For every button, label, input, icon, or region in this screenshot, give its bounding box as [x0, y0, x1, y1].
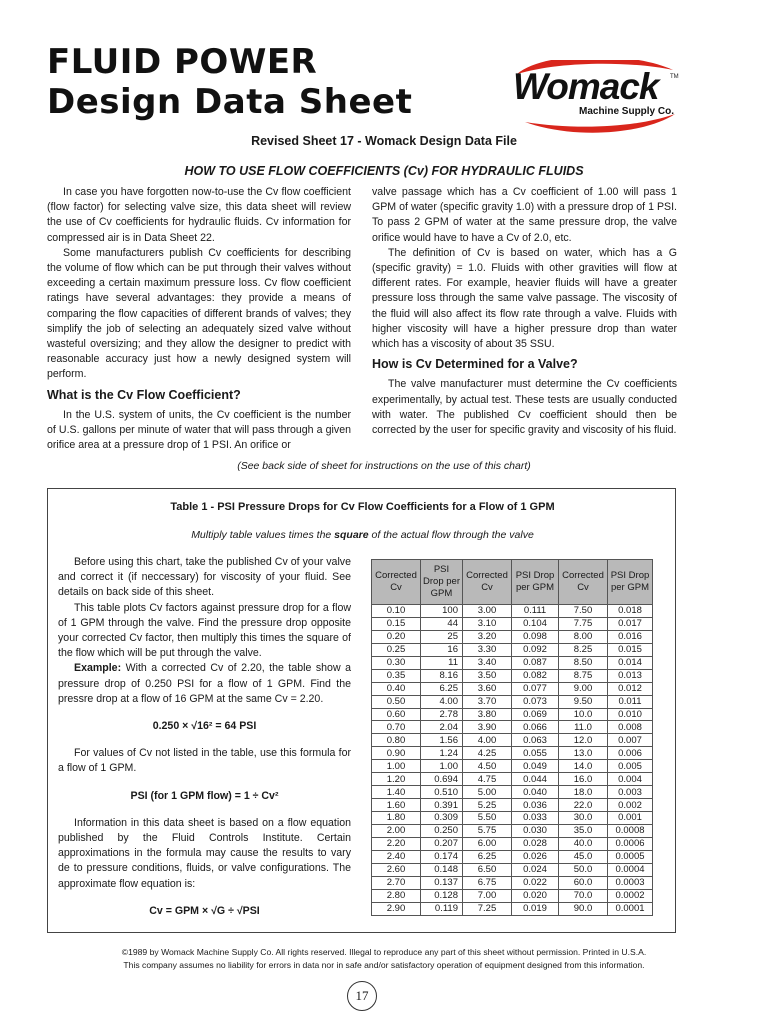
- table-box: [47, 488, 676, 933]
- table-row: [372, 721, 653, 734]
- table-cell: 18.0: [559, 786, 608, 799]
- table-cell: 70.0: [559, 889, 608, 902]
- table-cell: 0.90: [372, 747, 421, 760]
- table-cell: 2.40: [372, 850, 421, 863]
- table-cell: 7.50: [559, 605, 608, 618]
- revised-sheet-line: Revised Sheet 17 - Womack Design Data File: [251, 134, 517, 148]
- table-header-row: [372, 560, 653, 605]
- table-cell: 1.56: [421, 734, 463, 747]
- table-cell: 50.0: [559, 863, 608, 876]
- table-cell: 2.70: [372, 876, 421, 889]
- table-cell: 0.70: [372, 721, 421, 734]
- table-row: [372, 760, 653, 773]
- table-cell: 0.104: [512, 617, 559, 630]
- table-cell: 8.75: [559, 669, 608, 682]
- text-column-left: [47, 185, 351, 453]
- column-header: PSI Drop per GPM: [608, 560, 653, 605]
- table-cell: 0.063: [512, 734, 559, 747]
- table-cell: 0.0002: [608, 889, 653, 902]
- table-cell: 0.137: [421, 876, 463, 889]
- table-cell: 6.25: [421, 682, 463, 695]
- table-row: [372, 656, 653, 669]
- table-cell: 0.024: [512, 863, 559, 876]
- table-cell: 0.60: [372, 708, 421, 721]
- paragraph: Some manufacturers publish Cv coefficients for describing the volume of flow which can be put through their valves without exceeding a certain maximum pressure loss. Cv flow coefficient ratings have several advantages: they provide a means of comparing the flow capacities of different brands of valves; they simplify the job of selecting an adequately sized valve without wasteful oversizing; and they allow the designer to predict with reasonable accuracy just how a newly designed system will perform.: [47, 246, 351, 381]
- page-number: 17: [347, 981, 377, 1011]
- table-cell: 0.0005: [608, 850, 653, 863]
- table-cell: 0.019: [512, 902, 559, 915]
- table-cell: 0.20: [372, 630, 421, 643]
- table-cell: 2.00: [372, 824, 421, 837]
- table-cell: 6.00: [463, 837, 512, 850]
- table-cell: 7.25: [463, 902, 512, 915]
- table-cell: 0.066: [512, 721, 559, 734]
- cv-table: [371, 559, 653, 916]
- table-cell: 2.04: [421, 721, 463, 734]
- table-cell: 0.694: [421, 773, 463, 786]
- table-row: [372, 747, 653, 760]
- table-cell: 0.008: [608, 721, 653, 734]
- table-cell: 5.75: [463, 824, 512, 837]
- table-cell: 5.00: [463, 786, 512, 799]
- copyright-line: ©1989 by Womack Machine Supply Co. All rights reserved. Illegal to reproduce any part of this sheet without permission. Printed in U.S.A.: [121, 947, 647, 957]
- table-cell: 0.25: [372, 643, 421, 656]
- table-cell: 0.033: [512, 812, 559, 825]
- table-cell: 0.055: [512, 747, 559, 760]
- table-cell: 5.50: [463, 812, 512, 825]
- table-title: Table 1 - PSI Pressure Drops for Cv Flow Coefficients for a Flow of 1 GPM: [170, 501, 555, 513]
- table-cell: 1.00: [372, 760, 421, 773]
- table-cell: 0.207: [421, 837, 463, 850]
- paragraph: In case you have forgotten now-to-use the Cv flow coefficient (flow factor) for selecting valve size, this data sheet will review the use of Cv coefficients for hydraulic fluids. Cv information for compressed air is in Data Sheet 22.: [47, 186, 351, 244]
- paragraph: Before using this chart, take the published Cv of your valve and correct it (if neccessary) for viscosity of your fluid. See details on back side of this sheet.: [58, 556, 351, 599]
- table-row: [372, 669, 653, 682]
- table-cell: 2.78: [421, 708, 463, 721]
- table-cell: 100: [421, 605, 463, 618]
- paragraph: This table plots Cv factors against pressure drop for a flow of 1 GPM through the valve. Find the pressure drop opposite your corrected Cv factor, then multiply this times the square of the flow which will be put through the valve.: [58, 601, 351, 660]
- table-cell: 90.0: [559, 902, 608, 915]
- table-cell: 3.30: [463, 643, 512, 656]
- table-cell: 4.00: [463, 734, 512, 747]
- table-cell: 0.0001: [608, 902, 653, 915]
- table-cell: 1.60: [372, 799, 421, 812]
- table-cell: 0.069: [512, 708, 559, 721]
- table-cell: 0.80: [372, 734, 421, 747]
- table-cell: 0.098: [512, 630, 559, 643]
- table-cell: 0.30: [372, 656, 421, 669]
- table-cell: 10.0: [559, 708, 608, 721]
- title-line-2: Design Data Sheet: [47, 82, 413, 122]
- table-cell: 5.25: [463, 799, 512, 812]
- liability-line: This company assumes no liability for errors in data nor in safe and/or satisfactory operation of equipment designed from this information.: [123, 960, 645, 970]
- table-cell: 0.082: [512, 669, 559, 682]
- table-cell: 9.50: [559, 695, 608, 708]
- table-cell: 3.40: [463, 656, 512, 669]
- table-cell: 16.0: [559, 773, 608, 786]
- table-cell: 0.35: [372, 669, 421, 682]
- table-cell: 45.0: [559, 850, 608, 863]
- column-header: PSI Drop per GPM: [512, 560, 559, 605]
- table-row: [372, 812, 653, 825]
- table-row: [372, 695, 653, 708]
- table-cell: 60.0: [559, 876, 608, 889]
- table-cell: 3.80: [463, 708, 512, 721]
- table-row: [372, 630, 653, 643]
- page-title: [47, 42, 412, 122]
- section-heading: HOW TO USE FLOW COEFFICIENTS (Cv) FOR HYDRAULIC FLUIDS: [184, 164, 584, 178]
- table-cell: 4.50: [463, 760, 512, 773]
- table-row: [372, 889, 653, 902]
- table-row: [372, 837, 653, 850]
- table-cell: 0.016: [608, 630, 653, 643]
- table-row: [372, 902, 653, 915]
- table-row: [372, 786, 653, 799]
- table-cell: 0.013: [608, 669, 653, 682]
- paragraph: The valve manufacturer must determine the Cv coefficients experimentally, by actual test. These tests are usually conducted with water. The published Cv coefficient should then be corrected by the user for specific gravity and viscosity of his fluid.: [372, 378, 677, 437]
- table-cell: 1.24: [421, 747, 463, 760]
- table-cell: 0.111: [512, 605, 559, 618]
- table-row: [372, 799, 653, 812]
- table-cell: 0.250: [421, 824, 463, 837]
- table-cell: 0.017: [608, 617, 653, 630]
- table-cell: 2.90: [372, 902, 421, 915]
- table-cell: 2.80: [372, 889, 421, 902]
- table-cell: 14.0: [559, 760, 608, 773]
- table-cell: 3.90: [463, 721, 512, 734]
- formula-example: 0.250 × √16² = 64 PSI: [152, 720, 257, 733]
- table-cell: 25: [421, 630, 463, 643]
- paragraph: valve passage which has a Cv coefficient of 1.00 will pass 1 GPM of water (specific gravity 1.0) with a pressure drop of 1 PSI. To pass 2 GPM of water at the same pressure drop, the valve orifice would have to have a Cv of 2.0, etc.: [372, 186, 677, 244]
- table-cell: 0.007: [608, 734, 653, 747]
- table-cell: 0.073: [512, 695, 559, 708]
- logo-wordmark: Womack: [513, 66, 659, 107]
- subheading-how-determined: How is Cv Determined for a Valve?: [372, 357, 578, 372]
- womack-logo: [505, 60, 677, 140]
- table-row: [372, 824, 653, 837]
- table-cell: 30.0: [559, 812, 608, 825]
- table-cell: 44: [421, 617, 463, 630]
- table-cell: 0.001: [608, 812, 653, 825]
- logo-trademark: TM: [670, 74, 679, 80]
- table-cell: 4.00: [421, 695, 463, 708]
- table-cell: 0.148: [421, 863, 463, 876]
- table-cell: 4.75: [463, 773, 512, 786]
- table-row: [372, 643, 653, 656]
- paragraph: In the U.S. system of units, the Cv coefficient is the number of U.S. gallons per minute of water that will pass through a given orifice area at a pressure drop of 1 PSI. An orifice or: [47, 408, 351, 452]
- column-header: PSI Drop per GPM: [421, 560, 463, 605]
- table-cell: 0.15: [372, 617, 421, 630]
- table-cell: 0.006: [608, 747, 653, 760]
- table-cell: 1.20: [372, 773, 421, 786]
- paragraph: The definition of Cv is based on water, which has a G (specific gravity) = 1.0. Fluids with other gravities will flow at different rates. For example, heavier fluids will have a greater pressure loss through the same valve passage. The viscosity of the fluid will also affect its flow rate through a valve. Fluids with higher viscosity will have a higher pressure drop than water which has a viscosity of about 35 SSU.: [372, 246, 677, 351]
- table-cell: 3.70: [463, 695, 512, 708]
- logo-subtitle: Machine Supply Co.: [579, 106, 675, 117]
- table-row: [372, 617, 653, 630]
- formula-cv: Cv = GPM × √G ÷ √PSI: [149, 904, 260, 917]
- table-cell: 22.0: [559, 799, 608, 812]
- footer: [0, 946, 768, 972]
- column-header: Corrected Cv: [372, 560, 421, 605]
- table-cell: 0.0003: [608, 876, 653, 889]
- table-row: [372, 850, 653, 863]
- paragraph: Information in this data sheet is based on a flow equation published by the Fluid Controls Institute. Certain approximations in the formula may cause the results to vary de to pressure conditions, fluids, or valve configurations. The approximate flow equation is:: [58, 816, 351, 890]
- table-cell: 0.0004: [608, 863, 653, 876]
- table-cell: 0.028: [512, 837, 559, 850]
- table-cell: 0.003: [608, 786, 653, 799]
- table-cell: 7.00: [463, 889, 512, 902]
- table-row: [372, 773, 653, 786]
- table-cell: 2.20: [372, 837, 421, 850]
- table-cell: 0.087: [512, 656, 559, 669]
- table-cell: 16: [421, 643, 463, 656]
- example-paragraph: Example: With a corrected Cv of 2.20, the table show a pressure drop of 0.250 PSI for a flow of 1 GPM. Find the pressre drop at a flow of 16 GPM at the same Cv = 2.20.: [58, 662, 351, 705]
- table-cell: 6.50: [463, 863, 512, 876]
- table-cell: 0.018: [608, 605, 653, 618]
- table-row: [372, 734, 653, 747]
- table-cell: 0.0008: [608, 824, 653, 837]
- table-cell: 0.015: [608, 643, 653, 656]
- table-cell: 0.014: [608, 656, 653, 669]
- table-cell: 0.510: [421, 786, 463, 799]
- table-cell: 8.50: [559, 656, 608, 669]
- table-instructions: [58, 555, 351, 931]
- table-cell: 0.10: [372, 605, 421, 618]
- table-cell: 9.00: [559, 682, 608, 695]
- table-cell: 0.002: [608, 799, 653, 812]
- table-cell: 0.020: [512, 889, 559, 902]
- table-cell: 0.026: [512, 850, 559, 863]
- paragraph: For values of Cv not listed in the table, use this formula for a flow of 1 GPM.: [58, 747, 351, 775]
- table-cell: 0.119: [421, 902, 463, 915]
- table-cell: 0.030: [512, 824, 559, 837]
- table-cell: 0.174: [421, 850, 463, 863]
- table-cell: 0.391: [421, 799, 463, 812]
- table-cell: 0.036: [512, 799, 559, 812]
- table-cell: 0.128: [421, 889, 463, 902]
- table-cell: 3.50: [463, 669, 512, 682]
- table-cell: 8.16: [421, 669, 463, 682]
- table-cell: 0.040: [512, 786, 559, 799]
- table-cell: 11: [421, 656, 463, 669]
- table-row: [372, 863, 653, 876]
- table-cell: 0.012: [608, 682, 653, 695]
- table-cell: 2.60: [372, 863, 421, 876]
- table-cell: 7.75: [559, 617, 608, 630]
- table-cell: 0.50: [372, 695, 421, 708]
- table-cell: 1.00: [421, 760, 463, 773]
- table-row: [372, 876, 653, 889]
- table-cell: 6.75: [463, 876, 512, 889]
- table-cell: 0.077: [512, 682, 559, 695]
- table-row: [372, 682, 653, 695]
- table-cell: 40.0: [559, 837, 608, 850]
- see-back-note: (See back side of sheet for instructions on the use of this chart): [237, 460, 531, 472]
- table-cell: 0.004: [608, 773, 653, 786]
- table-cell: 0.011: [608, 695, 653, 708]
- table-cell: 0.40: [372, 682, 421, 695]
- subheading-what-is-cv: What is the Cv Flow Coefficient?: [47, 387, 241, 402]
- table-cell: 0.044: [512, 773, 559, 786]
- table-cell: 3.00: [463, 605, 512, 618]
- table-cell: 1.80: [372, 812, 421, 825]
- table-cell: 12.0: [559, 734, 608, 747]
- table-cell: 35.0: [559, 824, 608, 837]
- table-cell: 11.0: [559, 721, 608, 734]
- table-cell: 0.049: [512, 760, 559, 773]
- column-header: Corrected Cv: [559, 560, 608, 605]
- table-cell: 0.005: [608, 760, 653, 773]
- table-cell: 0.0006: [608, 837, 653, 850]
- title-line-1: FLUID POWER: [47, 42, 318, 82]
- table-cell: 0.010: [608, 708, 653, 721]
- table-cell: 13.0: [559, 747, 608, 760]
- column-header: Corrected Cv: [463, 560, 512, 605]
- table-cell: 8.25: [559, 643, 608, 656]
- table-cell: 3.60: [463, 682, 512, 695]
- table-cell: 4.25: [463, 747, 512, 760]
- table-cell: 3.10: [463, 617, 512, 630]
- table-row: [372, 708, 653, 721]
- table-subtitle: Multiply table values times the square of the actual flow through the valve: [191, 529, 534, 541]
- table-cell: 8.00: [559, 630, 608, 643]
- table-cell: 6.25: [463, 850, 512, 863]
- table-cell: 0.022: [512, 876, 559, 889]
- table-cell: 0.092: [512, 643, 559, 656]
- table-row: [372, 605, 653, 618]
- text-column-right: [372, 185, 677, 438]
- table-cell: 3.20: [463, 630, 512, 643]
- formula-psi: PSI (for 1 GPM flow) = 1 ÷ Cv²: [130, 789, 279, 802]
- table-cell: 1.40: [372, 786, 421, 799]
- table-cell: 0.309: [421, 812, 463, 825]
